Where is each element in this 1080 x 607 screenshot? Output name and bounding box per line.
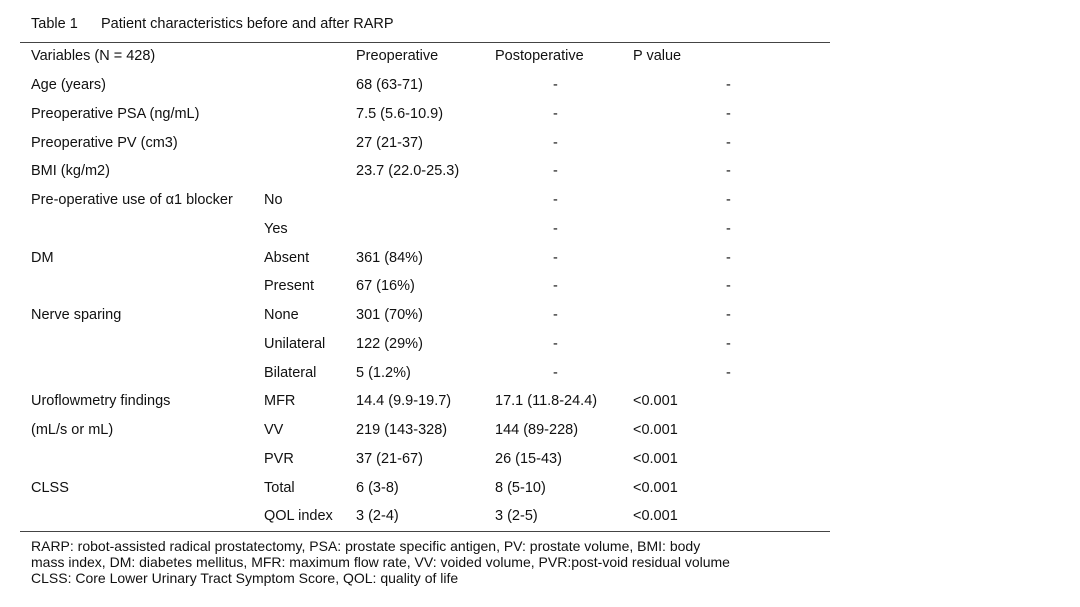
cell-subgroup: Yes <box>264 221 288 237</box>
cell-preoperative: 122 (29%) <box>356 336 423 352</box>
cell-variable: Preoperative PSA (ng/mL) <box>31 106 200 122</box>
cell-preoperative: 67 (16%) <box>356 278 415 294</box>
cell-postoperative: - <box>553 278 558 294</box>
cell-postoperative: - <box>553 163 558 179</box>
cell-postoperative: - <box>553 250 558 266</box>
cell-subgroup: No <box>264 192 283 208</box>
cell-preoperative: 219 (143-328) <box>356 422 448 438</box>
cell-preoperative: 14.4 (9.9-19.7) <box>356 393 452 409</box>
cell-subgroup: MFR <box>264 393 296 409</box>
cell-pvalue: <0.001 <box>633 451 678 467</box>
footnote-line: RARP: robot-assisted radical prostatectomy, PSA: prostate specific antigen, PV: prostate volume, BMI: body <box>31 538 701 554</box>
cell-subgroup: QOL index <box>264 508 333 524</box>
cell-variable: Age (years) <box>31 77 106 93</box>
cell-preoperative: 27 (21-37) <box>356 135 423 151</box>
cell-pvalue: - <box>726 278 731 294</box>
cell-variable: (mL/s or mL) <box>31 422 114 438</box>
cell-subgroup: VV <box>264 422 284 438</box>
header-postoperative: Postoperative <box>495 48 584 64</box>
cell-preoperative: 5 (1.2%) <box>356 365 411 381</box>
cell-pvalue: - <box>726 221 731 237</box>
cell-preoperative: 6 (3-8) <box>356 480 399 496</box>
cell-postoperative: - <box>553 77 558 93</box>
table-caption <box>31 16 394 32</box>
header-variables: Variables (N = 428) <box>31 48 156 64</box>
cell-postoperative: 26 (15-43) <box>495 451 562 467</box>
cell-postoperative: - <box>553 221 558 237</box>
cell-postoperative: - <box>553 106 558 122</box>
table-footnote <box>31 538 730 586</box>
table-title: Patient characteristics before and after RARP <box>101 16 394 32</box>
footnote-line: mass index, DM: diabetes mellitus, MFR: maximum flow rate, VV: voided volume, PVR:post-void residual volume <box>31 554 730 570</box>
cell-postoperative: - <box>553 336 558 352</box>
footnote-line: CLSS: Core Lower Urinary Tract Symptom Score, QOL: quality of life <box>31 570 459 586</box>
table-number: Table 1 <box>31 16 78 32</box>
cell-subgroup: Bilateral <box>264 365 317 381</box>
header-preoperative: Preoperative <box>356 48 439 64</box>
table-top-rule <box>20 42 830 43</box>
cell-variable: Preoperative PV (cm3) <box>31 135 178 151</box>
cell-pvalue: - <box>726 135 731 151</box>
cell-postoperative: - <box>553 192 558 208</box>
cell-pvalue: - <box>726 163 731 179</box>
cell-variable: Uroflowmetry findings <box>31 393 171 409</box>
cell-postoperative: - <box>553 365 558 381</box>
cell-variable: Nerve sparing <box>31 307 122 323</box>
cell-variable: CLSS <box>31 480 69 496</box>
cell-postoperative: 17.1 (11.8-24.4) <box>495 393 598 409</box>
cell-pvalue: - <box>726 250 731 266</box>
cell-variable: DM <box>31 250 54 266</box>
cell-postoperative: 3 (2-5) <box>495 508 538 524</box>
cell-pvalue: - <box>726 192 731 208</box>
cell-preoperative: 23.7 (22.0-25.3) <box>356 163 460 179</box>
cell-pvalue: - <box>726 106 731 122</box>
cell-variable: BMI (kg/m2) <box>31 163 110 179</box>
cell-pvalue: <0.001 <box>633 480 678 496</box>
table-bottom-rule <box>20 531 830 532</box>
cell-preoperative: 361 (84%) <box>356 250 423 266</box>
cell-preoperative: 7.5 (5.6-10.9) <box>356 106 444 122</box>
cell-pvalue: - <box>726 307 731 323</box>
cell-subgroup: Absent <box>264 250 310 266</box>
cell-preoperative: 68 (63-71) <box>356 77 423 93</box>
cell-subgroup: Unilateral <box>264 336 326 352</box>
cell-subgroup: PVR <box>264 451 294 467</box>
cell-preoperative: 3 (2-4) <box>356 508 399 524</box>
cell-subgroup: Present <box>264 278 314 294</box>
cell-postoperative: 144 (89-228) <box>495 422 579 438</box>
cell-pvalue: - <box>726 77 731 93</box>
cell-subgroup: None <box>264 307 299 323</box>
cell-pvalue: <0.001 <box>633 393 678 409</box>
cell-preoperative: 37 (21-67) <box>356 451 423 467</box>
cell-subgroup: Total <box>264 480 295 496</box>
cell-pvalue: - <box>726 365 731 381</box>
cell-pvalue: <0.001 <box>633 422 678 438</box>
header-pvalue: P value <box>633 48 682 64</box>
cell-postoperative: 8 (5-10) <box>495 480 546 496</box>
cell-postoperative: - <box>553 307 558 323</box>
cell-pvalue: <0.001 <box>633 508 678 524</box>
cell-variable: Pre-operative use of α1 blocker <box>31 192 233 208</box>
cell-preoperative: 301 (70%) <box>356 307 423 323</box>
cell-postoperative: - <box>553 135 558 151</box>
cell-pvalue: - <box>726 336 731 352</box>
